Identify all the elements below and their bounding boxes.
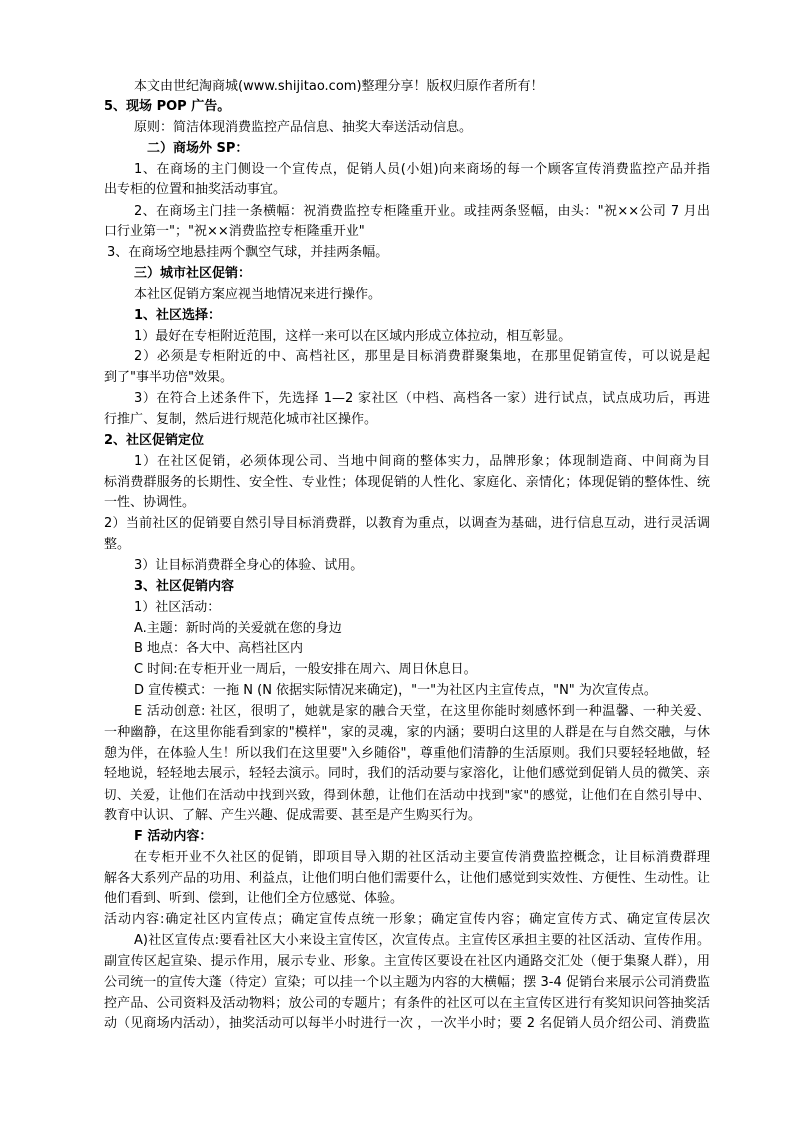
text-line: 标消费群服务的长期性、安全性、专业性；体现促销的人性化、家庭化、亲情化；体现促销的整体性、统 xyxy=(104,475,710,490)
text-line: 3、在商场空地悬挂两个飘空气球，并挂两条幅。 xyxy=(107,245,389,260)
text-line: 教育中认识、了解、产生兴趣、促成需要、甚至是产生购买行为。 xyxy=(104,808,482,823)
text-line: 憩为伴，在体验人生！所以我们在这里要"入乡随俗"，尊重他们清静的生活原则。我们只要轻轻地做，轻 xyxy=(104,746,710,761)
text-line: 原则：简洁体现消费监控产品信息、抽奖大奉送活动信息。 xyxy=(134,120,473,135)
text-line: 一性、协调性。 xyxy=(104,495,196,510)
text-line: 行推广、复制，然后进行规范化城市社区操作。 xyxy=(104,412,378,427)
text-line: 1）在社区促销，必须体现公司、当地中间商的整体实力，品牌形象；体现制造商、中间商为目 xyxy=(134,454,710,469)
section-heading: 二）商场外 SP： xyxy=(147,141,249,156)
text-line: 公司统一的宣传大蓬（待定）宣染；可以挂一个以主题为内容的大横幅；摆 3-4 促销台来展示公司消费监 xyxy=(104,975,710,990)
section-heading: 5、现场 POP 广告。 xyxy=(104,99,231,114)
text-line: 轻地说，轻轻地去展示，轻轻去演示。同时，我们的活动要与家溶化，让他们感觉到促销人员的微笑、亲 xyxy=(104,766,710,781)
text-line: C 时间:在专柜开业一周后，一般安排在周六、周日休息日。 xyxy=(134,662,477,677)
text-line: D 宣传模式：一拖 N (N 依据实际情况来确定)，"一"为社区内主宣传点，"N" 为次宣传点。 xyxy=(134,683,657,698)
section-heading: F 活动内容： xyxy=(134,829,213,844)
text-line: 一种幽静，在这里你能看到家的"模样"，家的灵魂，家的内涵；要明白这里的人群是在与自然交融，与休 xyxy=(104,725,710,740)
text-line: 1、在商场的主门侧设一个宣传点，促销人员(小姐)向来商场的每一个顾客宣传消费监控产品并指 xyxy=(134,162,710,177)
section-heading: 2、社区促销定位 xyxy=(104,433,205,448)
text-line: 1）社区活动： xyxy=(134,600,221,615)
text-line: 2）当前社区的促销要自然引导目标消费群，以教育为重点，以调查为基础，进行信息互动，进行灵活调 xyxy=(104,516,710,531)
text-line: 副宣传区起宣染、提示作用，展示专业、形象。主宣传区要设在社区内通路交汇处（便于集聚人群），用 xyxy=(104,954,710,969)
text-line: 口行业第一"；"祝××消费监控专柜隆重开业" xyxy=(104,224,365,239)
text-line: 本社区促销方案应视当地情况来进行操作。 xyxy=(134,287,382,302)
section-heading: 1、社区选择： xyxy=(134,308,222,323)
text-line: 在专柜开业不久社区的促销，即项目导入期的社区活动主要宣传消费监控概念，让目标消费群理 xyxy=(134,850,710,865)
text-line: 切、关爱，让他们在活动中找到兴致，得到休憩，让他们在活动中找到"家"的感觉，让他们在自然引导中、 xyxy=(104,787,710,802)
text-line: 3）在符合上述条件下，先选择 1—2 家社区（中档、高档各一家）进行试点，试点成功后，再进 xyxy=(134,391,710,406)
text-line: 整。 xyxy=(104,537,131,552)
text-line: 解各大系列产品的功用、利益点，让他们明白他们需要什么，让他们感觉到实效性、方便性、生动性。让 xyxy=(104,871,710,886)
section-heading: 3、社区促销内容 xyxy=(134,579,235,594)
text-line: 控产品、公司资料及活动物料；放公司的专题片；有条件的社区可以在主宣传区进行有奖知识问答抽奖活 xyxy=(104,996,710,1011)
section-heading: 三）城市社区促销： xyxy=(134,266,252,281)
text-line: 1）最好在专柜附近范围，这样一来可以在区域内形成立体拉动，相互彰显。 xyxy=(134,329,572,344)
text-line: 出专柜的位置和抽奖活动事宜。 xyxy=(104,182,287,197)
text-line: 活动内容:确定社区内宣传点；确定宣传点统一形象；确定宣传内容；确定宣传方式、确定宣传层次 xyxy=(104,912,710,927)
text-line: A.主题：新时尚的关爱就在您的身边 xyxy=(134,621,342,636)
text-line: 他们看到、听到、偿到，让他们全方位感觉、体验。 xyxy=(104,891,404,906)
text-line: 动（见商场内活动），抽奖活动可以每半小时进行一次 ，一次半小时；要 2 名促销人员介绍公司、消费监 xyxy=(104,1016,710,1031)
text-line: 2）必须是专柜附近的中、高档社区，那里是目标消费群聚集地，在那里促销宣传，可以说是起 xyxy=(134,349,710,364)
text-line: 3）让目标消费群全身心的体验、试用。 xyxy=(134,558,364,573)
text-line: E 活动创意: 社区，很明了，她就是家的融合天堂，在这里你能时刻感怀到一种温馨、一种关爱、 xyxy=(134,704,710,719)
text-line: 2、在商场主门挂一条横幅：祝消费监控专柜隆重开业。或挂两条竖幅，由头："祝××公司 7 月出 xyxy=(134,204,710,219)
text-line: 到了"事半功倍"效果。 xyxy=(104,370,233,385)
text-line: A)社区宣传点:要看社区大小来设主宣传区，次宣传点。主宣传区承担主要的社区活动、宣传作用。 xyxy=(134,933,710,948)
text-line: B 地点：各大中、高档社区内 xyxy=(134,641,304,656)
source-note: 本文由世纪淘商城(www.shijitao.com)整理分享！版权归原作者所有！ xyxy=(134,79,544,94)
